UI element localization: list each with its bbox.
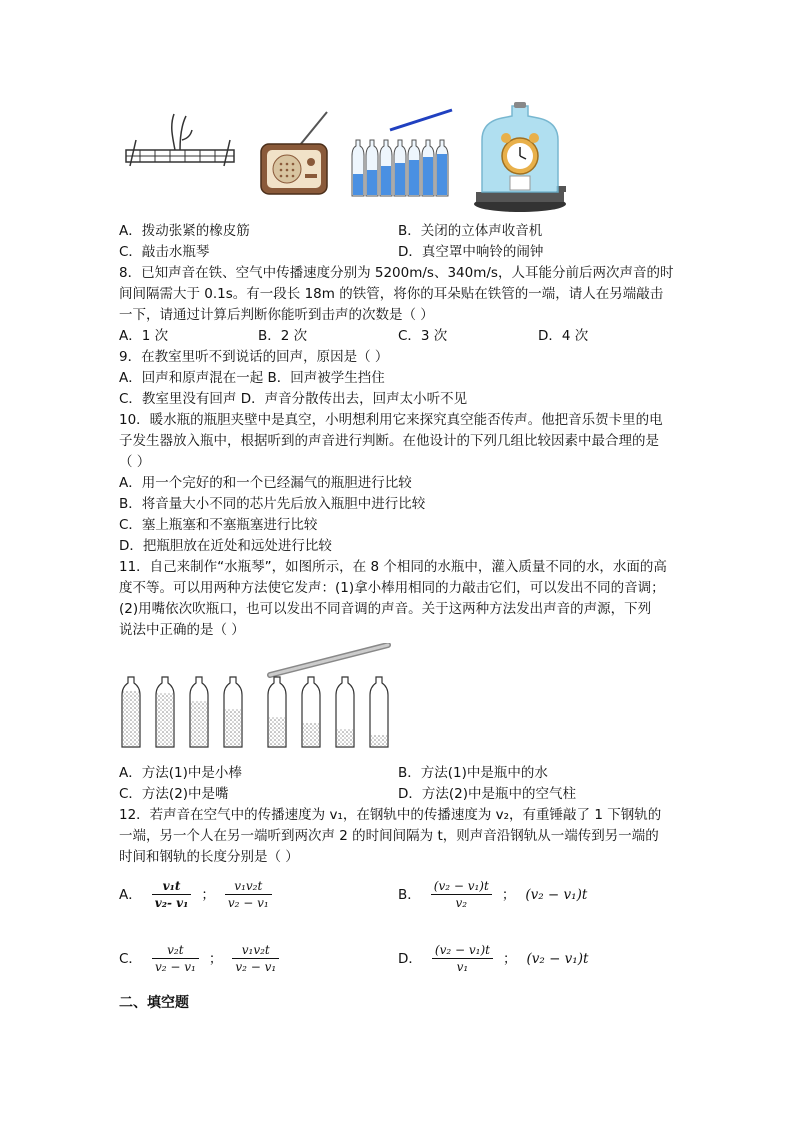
- q9-stem: 9．在教室里听不到说话的回声，原因是（ ）: [119, 349, 389, 365]
- q10-stem-line-1: 10．暖水瓶的瓶胆夹壁中是真空，小明想利用它来探究真空能否传声。他把音乐贺卡里的电: [119, 412, 663, 428]
- rubber-band-illustration: [120, 110, 240, 190]
- q8-stem-line-2: 间间隔需大于 0.1s。有一段长 18m 的铁管，将你的耳朵贴在铁管的一端，请人在另端敲击: [119, 286, 664, 302]
- q11-stem-line-2: 度不等。可以用两种方法使它发声：(1)拿小棒用相同的力敲击它们，可以发出不同的音调；: [119, 580, 665, 596]
- q11-stem-line-3: (2)用嘴依次吹瓶口，也可以发出不同音调的声音。关于这两种方法发出声音的声源，下列: [119, 601, 652, 617]
- q10-stem-line-3: （ ）: [119, 454, 151, 470]
- q12-option-b-expression-2: (v₂ − v₁)t: [525, 886, 588, 903]
- bell-jar-alarm-clock-illustration: [470, 100, 570, 215]
- q10-option-b[interactable]: B．将音量大小不同的芯片先后放入瓶胆中进行比较: [119, 496, 426, 512]
- q12-stem-line-2: 一端，另一个人在另一端听到两次声 2 的时间间隔为 t，则声音沿钢轨从一端传到另一端的: [119, 828, 659, 844]
- q8-option-c[interactable]: C．3 次: [398, 328, 448, 344]
- q12-option-d-label: D．: [398, 950, 422, 967]
- q12-option-c-fraction-1: $\frac{\text{v₂t}}{\text{v₂ − v₁}}$: [152, 942, 199, 975]
- q10-stem-line-2: 子发生器放入瓶中，根据听到的声音进行判断。在他设计的下列几组比较因素中最合理的是: [119, 433, 659, 449]
- q11-stem-line-4: 说法中正确的是（ ）: [119, 622, 245, 638]
- water-bottle-xylophone-illustration: [348, 108, 458, 198]
- eight-water-bottles-figure: [118, 643, 398, 753]
- q8-option-d[interactable]: D．4 次: [538, 328, 589, 344]
- q8-option-b[interactable]: B．2 次: [258, 328, 308, 344]
- radio-illustration: [255, 110, 335, 200]
- q12-option-c[interactable]: C． $\frac{\text{v₂t}}{\text{v₂ − v₁}}$ ； $\frac{\text{v₁v₂t}}{\text{v₂ − v₁}}$: [119, 942, 279, 975]
- q12-option-a-fraction-2: $\frac{\text{v₁v₂t}}{\text{v₂ − v₁}}$: [225, 878, 272, 911]
- q12-stem-line-3: 时间和钢轨的长度分别是（ ）: [119, 849, 299, 865]
- q12-option-b-label: B．: [398, 886, 421, 903]
- q12-option-a-label: A．: [119, 886, 142, 903]
- section-heading-fill-in: 二、填空题: [119, 995, 189, 1011]
- q12-option-a[interactable]: A． $\frac{\text{v₁t}}{\text{v₂- v₁}}$ ； $\frac{\text{v₁v₂t}}{\text{v₂ − v₁}}$: [119, 878, 272, 911]
- q11-option-b[interactable]: B．方法(1)中是瓶中的水: [398, 765, 548, 781]
- q11-option-a[interactable]: A．方法(1)中是小棒: [119, 765, 242, 781]
- q11-stem-line-1: 11．自己来制作“水瓶琴”，如图所示，在 8 个相同的水瓶中，灌入质量不同的水，水面的高: [119, 559, 667, 575]
- q12-option-c-fraction-2: $\frac{\text{v₁v₂t}}{\text{v₂ − v₁}}$: [232, 942, 279, 975]
- q9-options-ab[interactable]: A．回声和原声混在一起 B．回声被学生挡住: [119, 370, 385, 386]
- q12-option-b[interactable]: B． $\frac{\text{(v₂ − v₁)t}}{\text{v₂}}$ ； (v₂ − v₁)t: [398, 879, 588, 910]
- q12-option-d[interactable]: D． $\frac{\text{(v₂ − v₁)t}}{\text{v₁}}$ ； (v₂ − v₁)t: [398, 943, 589, 974]
- q7-option-c[interactable]: C．敲击水瓶琴: [119, 244, 210, 260]
- q10-option-a[interactable]: A．用一个完好的和一个已经漏气的瓶胆进行比较: [119, 475, 412, 491]
- q7-option-a[interactable]: A．拨动张紧的橡皮筋: [119, 223, 250, 239]
- q12-stem-line-1: 12．若声音在空气中的传播速度为 v₁，在钢轨中的传播速度为 v₂，有重锤敲了 1 下钢轨的: [119, 807, 662, 823]
- q12-option-a-fraction-1: $\frac{\text{v₁t}}{\text{v₂- v₁}}$: [152, 878, 192, 911]
- q10-option-d[interactable]: D．把瓶胆放在近处和远处进行比较: [119, 538, 332, 554]
- q12-option-c-label: C．: [119, 950, 142, 967]
- q12-option-d-expression-2: (v₂ − v₁)t: [526, 950, 589, 967]
- q10-option-c[interactable]: C．塞上瓶塞和不塞瓶塞进行比较: [119, 517, 318, 533]
- q8-stem-line-1: 8．已知声音在铁、空气中传播速度分别为 5200m/s、340m/s，人耳能分前后两次声音的时: [119, 265, 674, 281]
- q9-options-cd[interactable]: C．教室里没有回声 D．声音分散传出去，回声太小听不见: [119, 391, 468, 407]
- q7-option-d[interactable]: D．真空罩中响铃的闹钟: [398, 244, 544, 260]
- q12-option-b-fraction-1: $\frac{\text{(v₂ − v₁)t}}{\text{v₂}}$: [431, 878, 492, 911]
- q8-stem-line-3: 一下，请通过计算后判断你能听到击声的次数是（ ）: [119, 307, 434, 323]
- q11-option-c[interactable]: C．方法(2)中是嘴: [119, 786, 229, 802]
- q8-option-a[interactable]: A．1 次: [119, 328, 169, 344]
- q11-option-d[interactable]: D．方法(2)中是瓶中的空气柱: [398, 786, 577, 802]
- q7-option-b[interactable]: B．关闭的立体声收音机: [398, 223, 543, 239]
- q12-option-d-fraction-1: $\frac{\text{(v₂ − v₁)t}}{\text{v₁}}$: [432, 942, 493, 975]
